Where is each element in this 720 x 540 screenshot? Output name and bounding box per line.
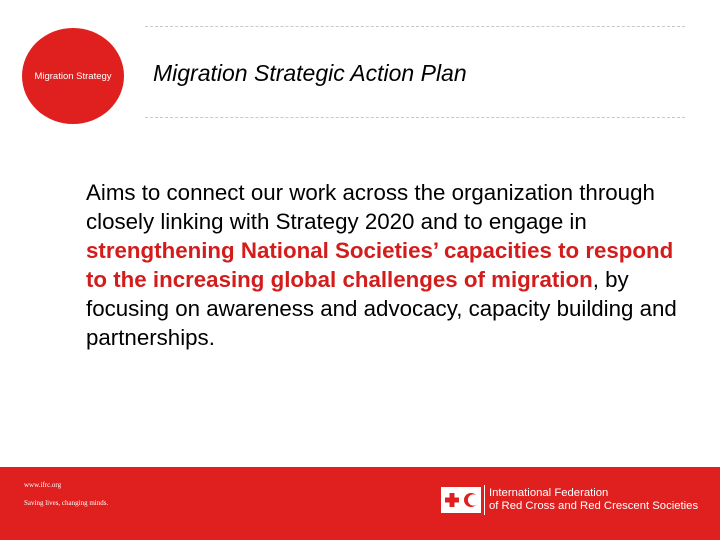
ifrc-name-line2: of Red Cross and Red Crescent Societies — [489, 500, 699, 512]
footer-bar — [0, 467, 720, 540]
ifrc-name — [489, 487, 698, 513]
ifrc-emblems — [441, 487, 481, 513]
top-divider — [145, 26, 685, 27]
red-cross-icon — [444, 492, 460, 508]
bottom-divider — [145, 117, 685, 118]
slide-title: Migration Strategic Action Plan — [153, 60, 467, 86]
body-paragraph — [86, 178, 686, 352]
strategy-badge — [22, 28, 124, 124]
footer-url[interactable]: www.ifrc.org — [24, 481, 62, 489]
ifrc-divider — [484, 485, 485, 515]
body-text-intro: Aims to connect our work across the organization through closely linking with Strategy 2020 and to engage in — [86, 180, 655, 234]
footer-tagline: Saving lives, changing minds. — [24, 499, 109, 507]
red-crescent-icon — [463, 492, 479, 508]
body-text-highlight: strengthening National Societies’ capacities to respond to the increasing global challenges of migration — [86, 238, 674, 292]
badge-label: Migration Strategy — [34, 70, 112, 82]
body-text-conclusion: , by focusing on awareness and advocacy, capacity building and partnerships. — [86, 267, 677, 350]
ifrc-name-line1: International Federation — [489, 487, 609, 499]
